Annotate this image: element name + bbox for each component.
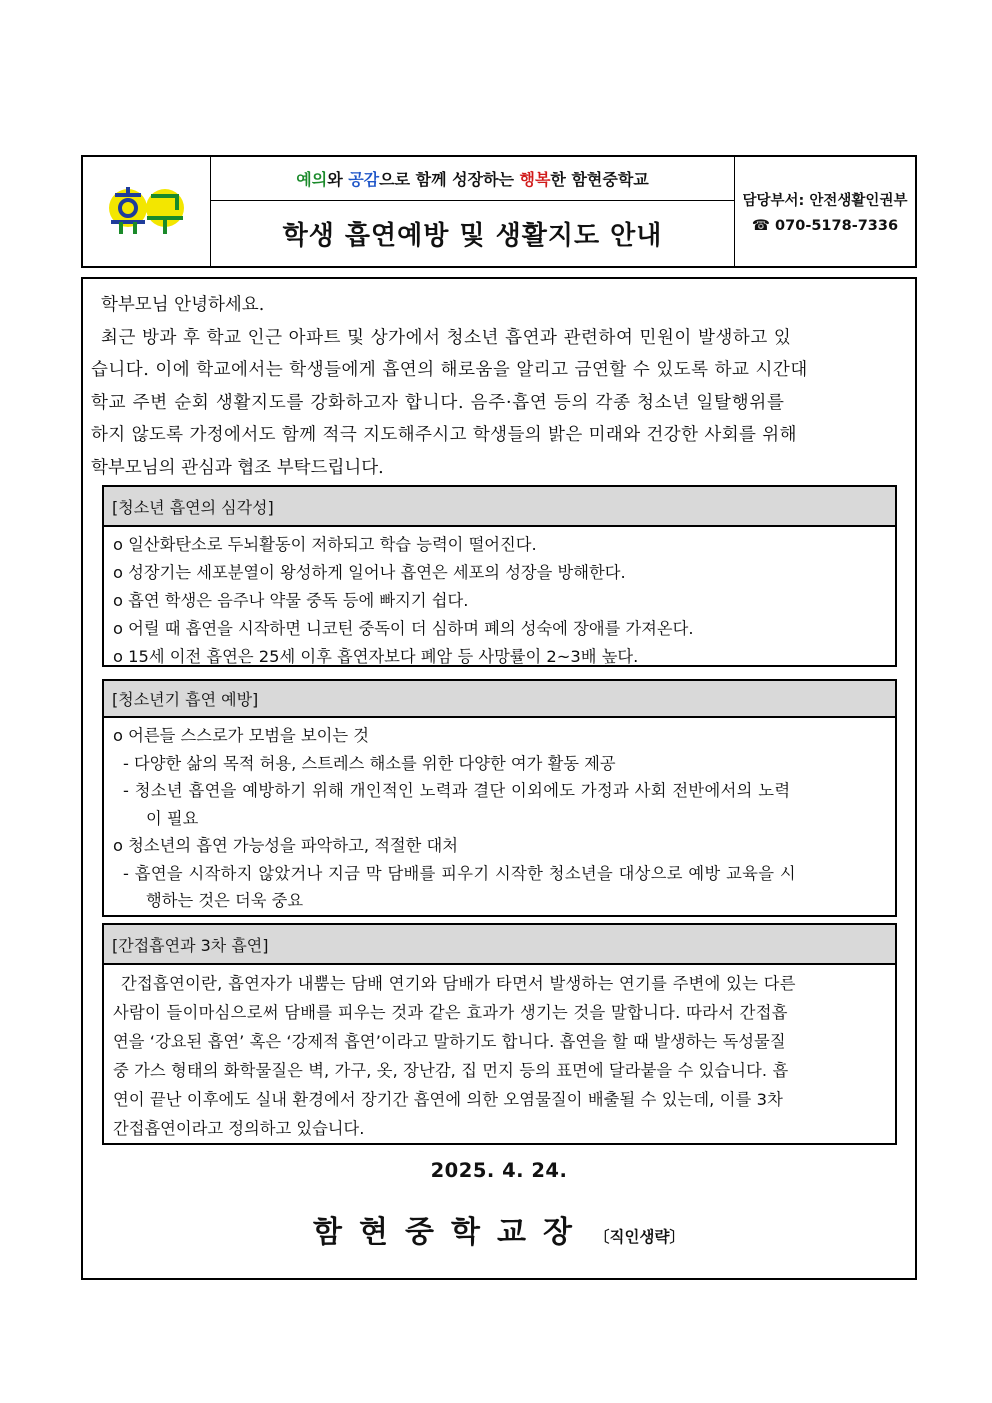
list-item: o 흡연 학생은 음주나 약물 중독 등에 빠지기 쉽다. [113,591,469,610]
signature-line [83,1207,915,1251]
header-table [81,155,917,268]
paragraph-line: 간접흡연이란, 흡연자가 내뿜는 담배 연기와 담배가 타면서 발생하는 연기를 주변에 있는 다른 [121,974,796,993]
section-heading: [간접흡연과 3차 흡연] [104,925,895,965]
principal-signature: 함현중학교장 [313,1215,589,1250]
paragraph-line: 사람이 들이마심으로써 담배를 피우는 것과 같은 효과가 생기는 것을 말합니다. 따라서 간접흡 [113,1003,788,1022]
slogan-part: 공감 [348,170,380,189]
list-item: o 청소년의 흡연 가능성을 파악하고, 적절한 대처 [113,836,459,855]
paragraph-line: 연이 끝난 이후에도 실내 환경에서 장기간 흡연에 의한 오염물질이 배출될 수 있는데, 이를 3차 [113,1090,783,1109]
phone-icon: ☎ [751,218,770,234]
list-subitem-continued: 이 필요 [146,808,199,828]
section-body [104,718,895,919]
section-heading: [청소년기 흡연 예방] [104,681,895,718]
contact-info [735,157,915,266]
section-body [104,965,895,1147]
greeting: 학부모님 안녕하세요. [101,295,265,315]
section-smoking-seriousness [102,485,897,667]
intro-paragraph [91,289,909,484]
section-heading: [청소년 흡연의 심각성] [104,487,895,527]
slogan-part: 한 함현중학교 [550,170,649,189]
intro-line: 하지 않도록 가정에서도 함께 적극 지도해주시고 학생들의 밝은 미래와 건강한 사회를 위해 [91,425,797,445]
list-item: o 어른들 스스로가 모범을 보이는 것 [113,726,370,745]
list-subitem: - 흡연을 시작하지 않았거나 지금 막 담배를 피우기 시작한 청소년을 대상으로 예방 교육을 시 [123,863,796,883]
list-subitem-continued: 행하는 것은 더욱 중요 [146,891,304,910]
phone-line [752,218,898,234]
school-logo-icon [107,184,187,240]
list-item: o 15세 이전 흡연은 25세 이후 흡연자보다 폐암 등 사망률이 2~3배 높다. [113,647,639,666]
document-title: 학생 흡연예방 및 생활지도 안내 [282,221,663,251]
slogan-part: 행복 [519,170,551,189]
list-item: o 어릴 때 흡연을 시작하면 니코틴 중독이 더 심하며 폐의 성숙에 장애를 가져온다. [113,619,694,638]
paragraph-line: 중 가스 형태의 화학물질은 벽, 가구, 옷, 장난감, 집 먼지 등의 표면에 달라붙을 수 있습니다. 흡 [113,1061,789,1080]
section-body [104,527,895,675]
list-subitem: - 청소년 흡연을 예방하기 위해 개인적인 노력과 결단 이외에도 가정과 사회 전반에서의 노력 [123,781,791,800]
school-slogan [211,157,734,201]
intro-line: 학부모님의 관심과 협조 부탁드립니다. [91,457,384,478]
slogan-part: 으로 함께 성장하는 [379,170,520,189]
section-smoking-prevention [102,679,897,917]
letter-body [81,277,917,1280]
seal-omitted-note: 〔직인생략〕 [594,1228,685,1246]
slogan-part: 와 [327,170,349,189]
document-date: 2025. 4. 24. [430,1159,568,1182]
intro-line: 최근 방과 후 학교 인근 아파트 및 상가에서 청소년 흡연과 관련하여 민원이 발생하고 있 [101,327,792,348]
paragraph-line: 연을 ‘강요된 흡연’ 혹은 ‘강제적 흡연’이라고 말하기도 합니다. 흡연을 할 때 발생하는 독성물질 [113,1032,786,1051]
list-item: o 일산화탄소로 두뇌활동이 저하되고 학습 능력이 떨어진다. [113,535,537,554]
department-label: 담당부서: 안전생활인권부 [742,193,908,209]
phone-number: 070-5178-7336 [775,218,899,234]
list-subitem: - 다양한 삶의 목적 허용, 스트레스 해소를 위한 다양한 여가 활동 제공 [123,753,616,773]
section-secondhand-smoke [102,923,897,1145]
slogan-part: 예의 [296,170,328,189]
logo-cell [83,157,211,266]
list-item: o 성장기는 세포분열이 왕성하게 일어나 흡연은 세포의 성장을 방해한다. [113,563,626,582]
intro-line: 학교 주변 순회 생활지도를 강화하고자 합니다. 음주·흡연 등의 각종 청소년 일탈행위를 [91,392,785,413]
paragraph-line: 간접흡연이라고 정의하고 있습니다. [113,1119,365,1138]
header-center [211,157,735,266]
intro-line: 습니다. 이에 학교에서는 학생들에게 흡연의 해로움을 알리고 금연할 수 있도록 하교 시간대 [91,360,808,380]
